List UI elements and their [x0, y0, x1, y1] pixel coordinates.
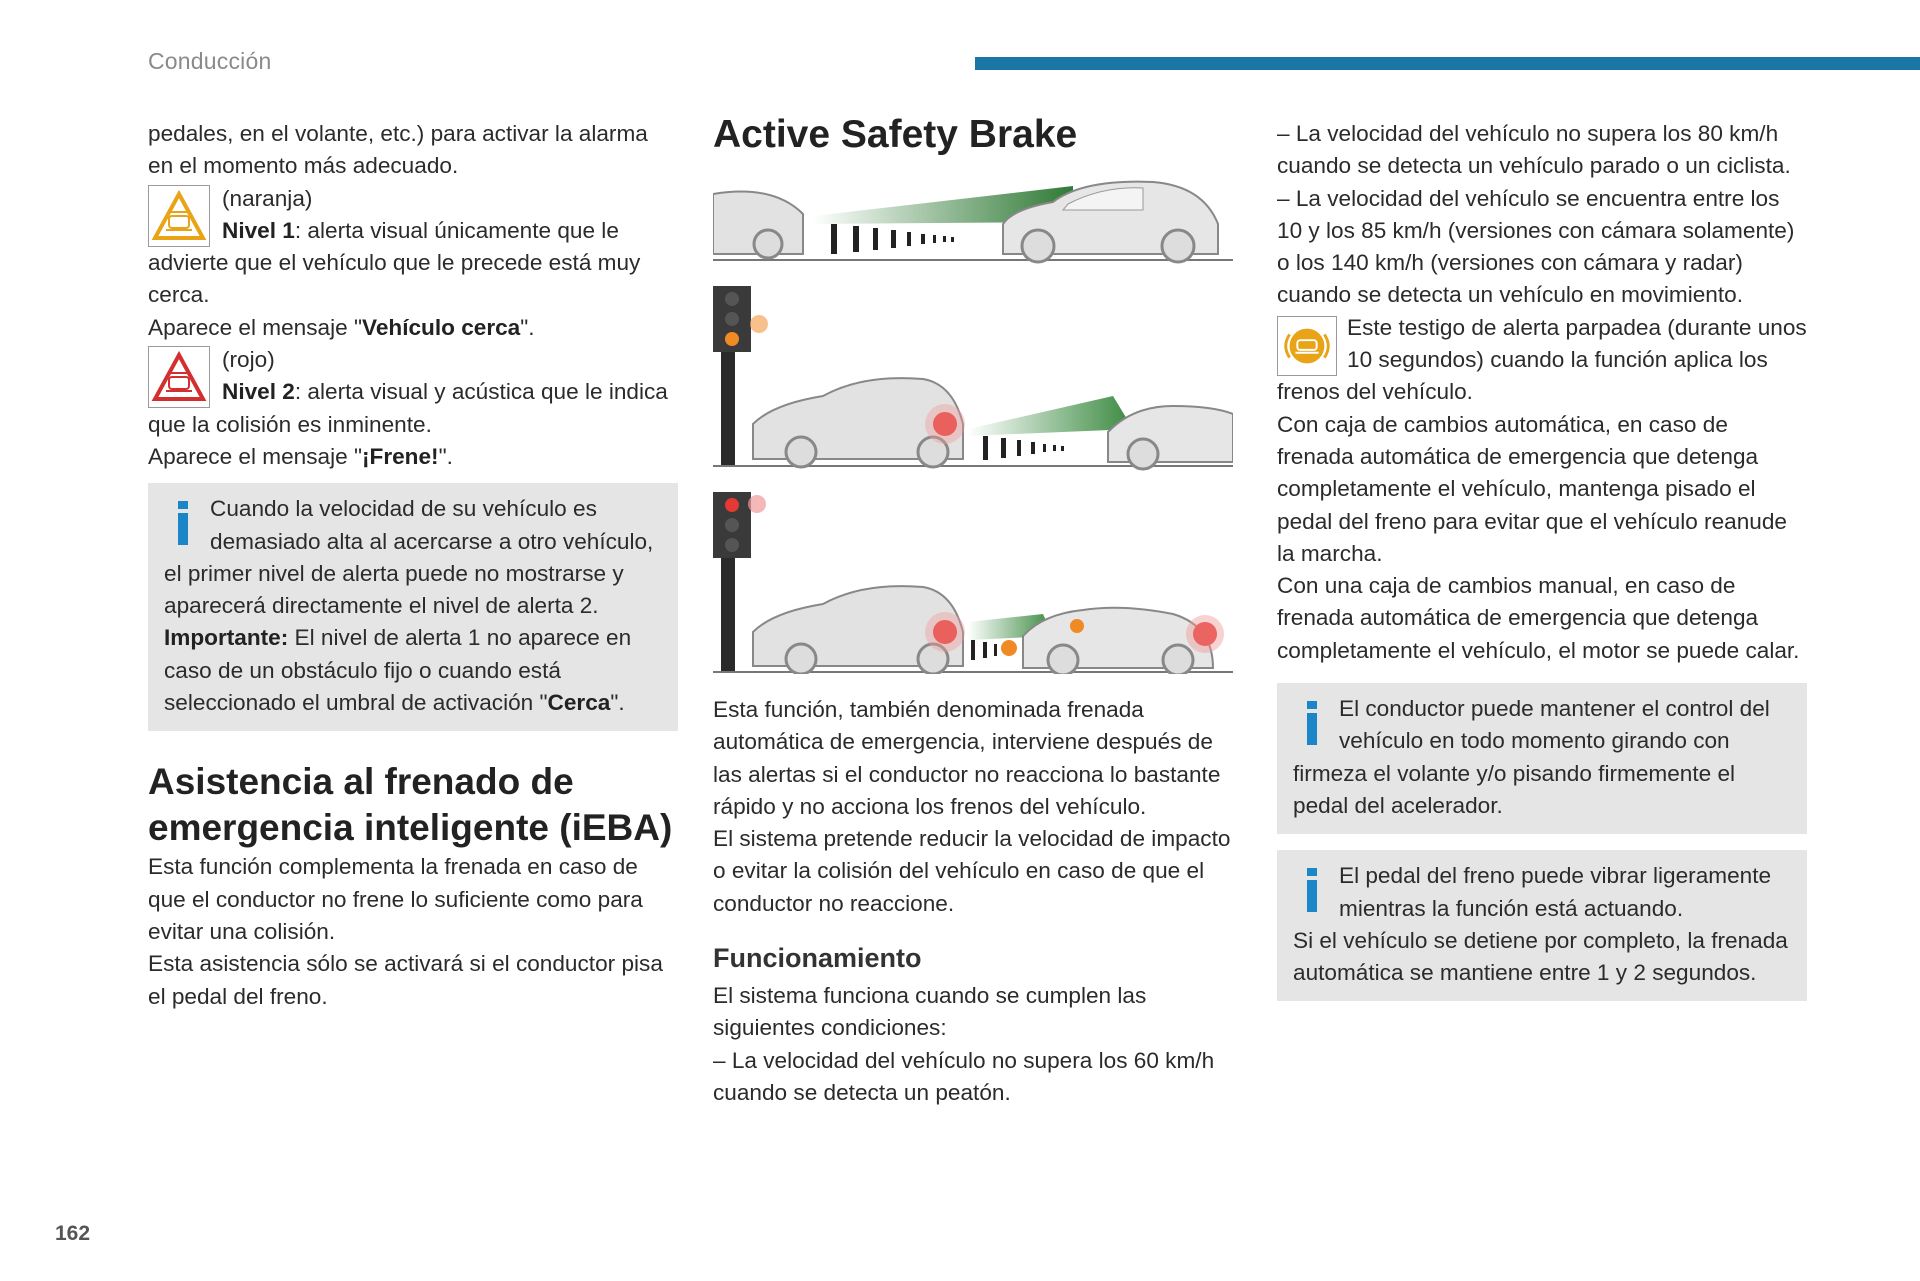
- orange-warning-triangle-icon: [148, 185, 210, 247]
- info-icon: [1305, 868, 1319, 912]
- level2-color: (rojo): [222, 347, 275, 373]
- condition-stopped-vehicle: – La velocidad del vehículo no supera los 80 km/h cuando se detecta un vehículo parado o un ciclista.: [1277, 121, 1791, 179]
- asb-p3: El sistema funciona cuando se cumplen las siguientes condiciones:: [713, 983, 1147, 1041]
- level2-message: Aparece el mensaje "¡Frene!".: [148, 443, 453, 469]
- ieba-p2: Esta asistencia sólo se activará si el conductor pisa el pedal del freno.: [148, 951, 663, 1009]
- manual-gearbox-text: Con una caja de cambios manual, en caso de frenada automática de emergencia que detenga completamente el vehículo, el motor se puede calar.: [1277, 573, 1800, 663]
- level1-desc: Nivel 1: alerta visual únicamente que le advierte que el vehículo que le precede está muy cerca.: [148, 217, 641, 308]
- level2-alert: [148, 344, 678, 473]
- driver-control-note: [1277, 683, 1807, 834]
- page-number: 162: [55, 1222, 91, 1245]
- brake-hold-text: Si el vehículo se detiene por completo, la frenada automática se mantiene entre 1 y 2 segundos.: [1293, 927, 1788, 986]
- asb-illustration: [713, 174, 1233, 674]
- level1-alert: [148, 183, 678, 344]
- warning-light-item: [1277, 312, 1807, 409]
- speed-note-text: Cuando la velocidad de su vehículo es demasiado alta al acercarse a otro vehículo, el primer nivel de alerta puede no mostrarse y aparecerá directamente el nivel de alerta 2.: [164, 496, 654, 619]
- info-icon: [1305, 701, 1319, 745]
- automatic-gearbox-text: Con caja de cambios automática, en caso de frenada automática de emergencia que detenga completamente el vehículo, mantenga pisado el pedal del freno para evitar que el vehículo reanude la marcha.: [1277, 411, 1787, 566]
- illus-panel-2: [713, 286, 1233, 469]
- level1-message: Aparece el mensaje "Vehículo cerca".: [148, 314, 535, 340]
- header-accent-bar: [975, 57, 1920, 70]
- left-column: [148, 118, 678, 1013]
- funcionamiento-subtitle: Funcionamiento: [713, 943, 922, 974]
- right-column: [1277, 118, 1807, 1001]
- asb-title: Active Safety Brake: [713, 113, 1078, 156]
- speed-note-box: [148, 483, 678, 731]
- section-header: Conducción: [148, 48, 272, 74]
- brake-warning-light-icon: [1277, 316, 1337, 376]
- brake-pedal-note: [1277, 850, 1807, 1001]
- warning-light-text: Este testigo de alerta parpadea (durante unos 10 segundos) cuando la función aplica los frenos del vehículo.: [1277, 314, 1807, 405]
- condition-pedestrian: – La velocidad del vehículo no supera los 60 km/h cuando se detecta un peatón.: [713, 1047, 1215, 1105]
- ieba-p1: Esta función complementa la frenada en caso de que el conductor no frene lo suficiente como para evitar una colisión.: [148, 854, 643, 944]
- brake-pedal-vibrate-text: El pedal del freno puede vibrar ligeramente mientras la función está actuando.: [1339, 863, 1772, 921]
- red-warning-triangle-icon: [148, 346, 210, 408]
- asb-p2: El sistema pretende reducir la velocidad de impacto o evitar la colisión del vehículo en caso de que el conductor no reaccione.: [713, 826, 1231, 916]
- intro-text: pedales, en el volante, etc.) para activar la alarma en el momento más adecuado.: [148, 121, 648, 179]
- middle-column: [713, 112, 1243, 1109]
- level1-color: (naranja): [222, 185, 313, 211]
- ieba-title: Asistencia al frenado de emergencia inteligente (iEBA): [148, 761, 673, 849]
- condition-moving-vehicle: – La velocidad del vehículo se encuentra entre los 10 y los 85 km/h (versiones con cámara solamente) o los 140 km/h (versiones con cámara y radar) cuando se detecta un vehículo en movimiento.: [1277, 185, 1795, 308]
- asb-p1: Esta función, también denominada frenada automática de emergencia, interviene después de las alertas si el conductor no reacciona lo bastante rápido y no acciona los frenos del vehículo.: [713, 697, 1221, 819]
- important-note: Importante: El nivel de alerta 1 no aparece en caso de un obstáculo fijo o cuando está seleccionado el umbral de activación "Cerca".: [164, 625, 632, 716]
- illus-panel-1: [713, 182, 1233, 262]
- level2-desc: Nivel 2: alerta visual y acústica que le indica que la colisión es inminente.: [148, 379, 668, 437]
- info-icon: [176, 501, 190, 545]
- driver-control-text: El conductor puede mantener el control del vehículo en todo momento girando con firmeza el volante y/o pisando firmemente el pedal del acelerador.: [1293, 696, 1770, 818]
- illus-panel-3: [713, 492, 1233, 674]
